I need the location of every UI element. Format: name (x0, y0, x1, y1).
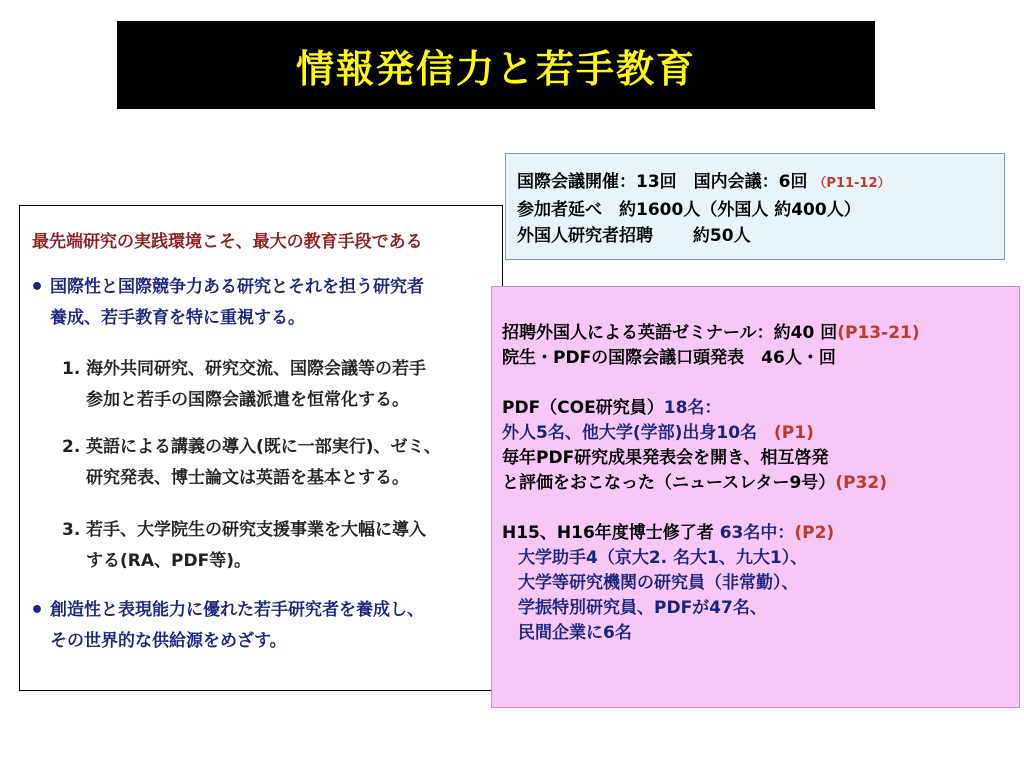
bullet-line: 創造性と表現能力に優れた若手研究者を養成し、 (50, 600, 424, 620)
policy-item-2 (62, 432, 441, 494)
annual-meeting-line: 毎年PDF研究成果発表会を開き、相互啓発 (502, 448, 829, 468)
doctorate-count: 63名中： (719, 523, 795, 543)
presentation-line: 院生・PDFの国際会議口頭発表 46人・回 (502, 348, 836, 368)
newsletter-text: と評価をおこなった（ニュースレター9号） (502, 473, 836, 493)
page-ref: (P13-21) (837, 323, 920, 343)
career-company-line: 民間企業に6名 (518, 623, 632, 643)
doctorate-line (502, 521, 1019, 546)
item-number: 1. (62, 359, 81, 379)
bullet-line: 国際性と国際競争力ある研究とそれを担う研究者 (50, 277, 424, 297)
seminar-text: 招聘外国人による英語ゼミナール：約40 回 (502, 323, 838, 343)
item-number: 3. (62, 520, 81, 540)
participants-line: 参加者延べ 約1600人（外国人 約400人） (517, 200, 861, 220)
item-line: 研究発表、博士論文は英語を基本とする。 (86, 468, 409, 488)
bullet-creativity (30, 595, 424, 657)
pdf-count-line (502, 396, 1019, 421)
policy-item-3 (62, 515, 426, 577)
item-line: 若手、大学院生の研究支援事業を大幅に導入 (86, 520, 426, 540)
bullet-dot-icon: • (30, 598, 45, 623)
policy-heading: 最先端研究の実践環境こそ、最大の教育手段である (32, 232, 423, 252)
title-banner (117, 21, 875, 109)
conference-count: 国際会議開催：13回 国内会議：6回 (517, 172, 808, 192)
item-line: 英語による講義の導入(既に一部実行)、ゼミ、 (86, 437, 441, 457)
career-assistant-line: 大学助手4（京大2. 名大1、九大1）、 (518, 548, 808, 568)
pdf-origin-text: 外人5名、他大学(学部)出身10名 (502, 423, 775, 443)
seminar-line (502, 321, 1019, 346)
education-policy-box (19, 205, 503, 691)
conference-stats-box (505, 153, 1005, 260)
career-researcher-line: 大学等研究機関の研究員（非常勤）、 (518, 573, 799, 593)
page-ref: (P32) (835, 473, 887, 493)
conference-count-line (517, 169, 1004, 197)
bullet-line: 養成、若手教育を特に重視する。 (50, 308, 305, 328)
item-line: 海外共同研究、研究交流、国際会議等の若手 (86, 359, 426, 379)
spacer (502, 496, 1019, 521)
bullet-dot-icon: • (30, 275, 45, 300)
item-number: 2. (62, 437, 81, 457)
achievements-box (491, 286, 1020, 708)
bullet-international (30, 272, 424, 334)
slide-title: 情報発信力と若手教育 (295, 46, 696, 91)
item-line: する(RA、PDF等)。 (86, 551, 251, 571)
invited-researchers-line: 外国人研究者招聘 約50人 (517, 226, 751, 246)
career-jsps-line: 学振特別研究員、PDFが47名、 (518, 598, 767, 618)
newsletter-line (502, 471, 1019, 496)
pdf-origin-line (502, 421, 1019, 446)
page-ref: (P2) (794, 523, 835, 543)
spacer (502, 371, 1019, 396)
page-ref: （P11-12） (813, 176, 891, 191)
item-line: 参加と若手の国際会議派遣を恒常化する。 (86, 390, 409, 410)
policy-item-1 (62, 354, 426, 416)
bullet-line: その世界的な供給源をめざす。 (50, 631, 287, 651)
pdf-label: PDF（COE研究員） (502, 398, 664, 418)
pdf-count: 18名： (663, 398, 722, 418)
page-ref: (P1) (774, 423, 814, 443)
doctorate-label: H15、H16年度博士修了者 (502, 523, 720, 543)
